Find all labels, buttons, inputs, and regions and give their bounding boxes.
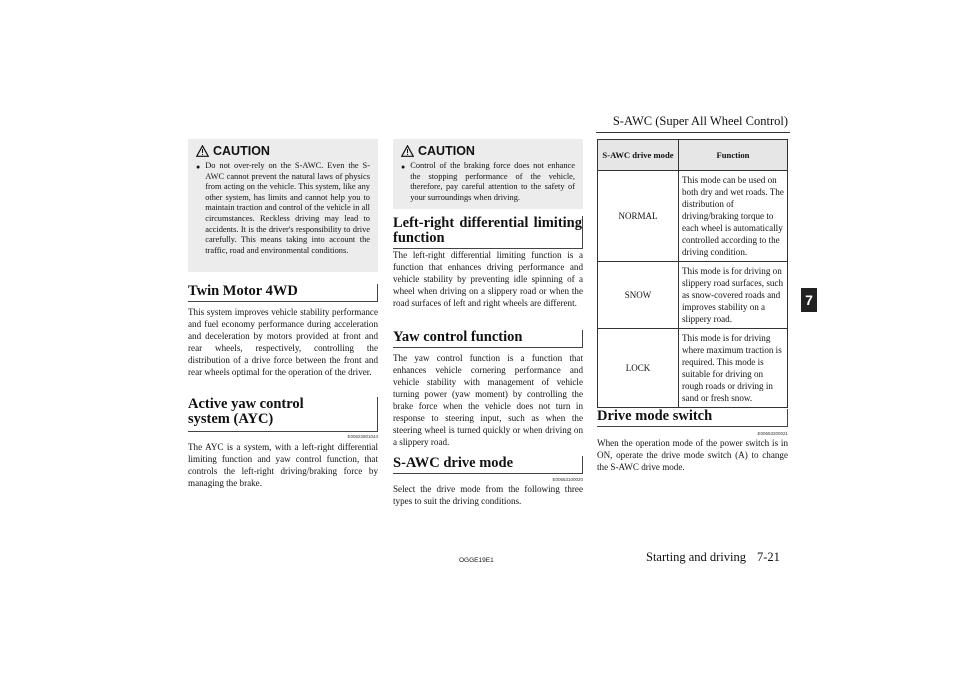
header-rule xyxy=(596,132,790,133)
running-header: S-AWC (Super All Wheel Control) xyxy=(612,114,788,128)
chapter-tab: 7 xyxy=(801,288,817,312)
paragraph-drive-switch: When the operation mode of the power switch is in ON, operate the drive mode switch (A) to change the S-AWC drive mode. xyxy=(597,438,788,472)
paragraph-lr-diff: The left-right differential limiting function is a function that enhances driving performance and vehicle stability by preventing idle spinning of a wheel when driving on a slippery road or when the road surfaces of left and right wheels are different. xyxy=(393,250,583,308)
caution-label: CAUTION xyxy=(213,144,270,158)
heading-ayc: Active yaw control system (AYC) xyxy=(188,397,378,432)
warning-triangle-icon xyxy=(196,145,209,157)
mode-cell: SNOW xyxy=(598,262,679,329)
heading-drive-switch: Drive mode switch xyxy=(597,409,788,427)
section-code: E00653100020 xyxy=(552,477,583,482)
caution-item xyxy=(401,161,575,203)
caution-header xyxy=(196,144,370,158)
table-header-row xyxy=(598,140,788,171)
caution-header xyxy=(401,144,575,158)
paragraph-yaw: The yaw control function is a function that enhances vehicle cornering performance and vehicle stability with management of vehicle turning power (yaw moment) by controlling the brake force when the vehicle does not turn in response to steering input, such as when the steering wheel is turned quickly or when driving on a slippery road. xyxy=(393,353,583,447)
caution-box-2 xyxy=(393,139,583,209)
page-number: 7-21 xyxy=(757,550,780,564)
heading-yaw: Yaw control function xyxy=(393,330,583,348)
heading-twin-motor: Twin Motor 4WD xyxy=(188,284,378,302)
caution-text: Do not over-rely on the S-AWC. Even the S-AWC cannot prevent the natural laws of physics from acting on the vehicle. This system, like any other system, has limits and cannot help you to maintain traction and control of the vehicle in all circumstances. Reckless driving may lead to accidents. It is the driver's responsibility to drive carefully. This means taking into account the traffic, road and environmental conditions. xyxy=(205,161,370,255)
section-code: E00622801044 xyxy=(347,434,378,439)
paragraph-twin-motor: This system improves vehicle stability performance and fuel economy performance during acceleration and deceleration by motors provided at front and rear wheels, respectively, controlling the distribution of a drive force between the front and rear wheels optimal for the operation of the driver. xyxy=(188,307,378,377)
table-row xyxy=(598,171,788,262)
drive-mode-table xyxy=(597,139,788,408)
function-cell: This mode is for driving on slippery road surfaces, such as snow-covered roads and improves stability on a slippery road. xyxy=(679,262,788,329)
bullet-icon: ● xyxy=(196,163,201,171)
function-cell: This mode can be used on both dry and wet roads. The distribution of driving/braking torque to each wheel is automatically controlled according to the driving condition. xyxy=(679,171,788,262)
bullet-icon: ● xyxy=(401,163,406,171)
heading-lr-diff: Left-right differential limiting function xyxy=(393,216,583,249)
footer-section: Starting and driving xyxy=(646,550,746,564)
table-header-mode: S-AWC drive mode xyxy=(598,140,679,171)
warning-triangle-icon xyxy=(401,145,414,157)
caution-label: CAUTION xyxy=(418,144,475,158)
mode-cell: LOCK xyxy=(598,329,679,408)
caution-text: Control of the braking force does not enhance the stopping performance of the vehicle, therefore, pay careful attention to the safety of your surroundings when driving. xyxy=(410,161,575,202)
heading-drive-mode: S-AWC drive mode xyxy=(393,456,583,474)
table-row xyxy=(598,329,788,408)
caution-item xyxy=(196,161,370,256)
paragraph-ayc: The AYC is a system, with a left-right differential limiting function and yaw control function, that controls the left-right driving/braking force by managing the brake. xyxy=(188,442,378,488)
section-code: E00653200021 xyxy=(757,431,788,436)
mode-cell: NORMAL xyxy=(598,171,679,262)
function-cell: This mode is for driving where maximum traction is required. This mode is suitable for driving on rough roads or driving in sand or fresh snow. xyxy=(679,329,788,408)
caution-box-1 xyxy=(188,139,378,272)
table-header-function: Function xyxy=(679,140,788,171)
paragraph-drive-mode: Select the drive mode from the following three types to suit the driving conditions. xyxy=(393,484,583,506)
table-row xyxy=(598,262,788,329)
footer-code: OGGE19E1 xyxy=(459,557,494,564)
